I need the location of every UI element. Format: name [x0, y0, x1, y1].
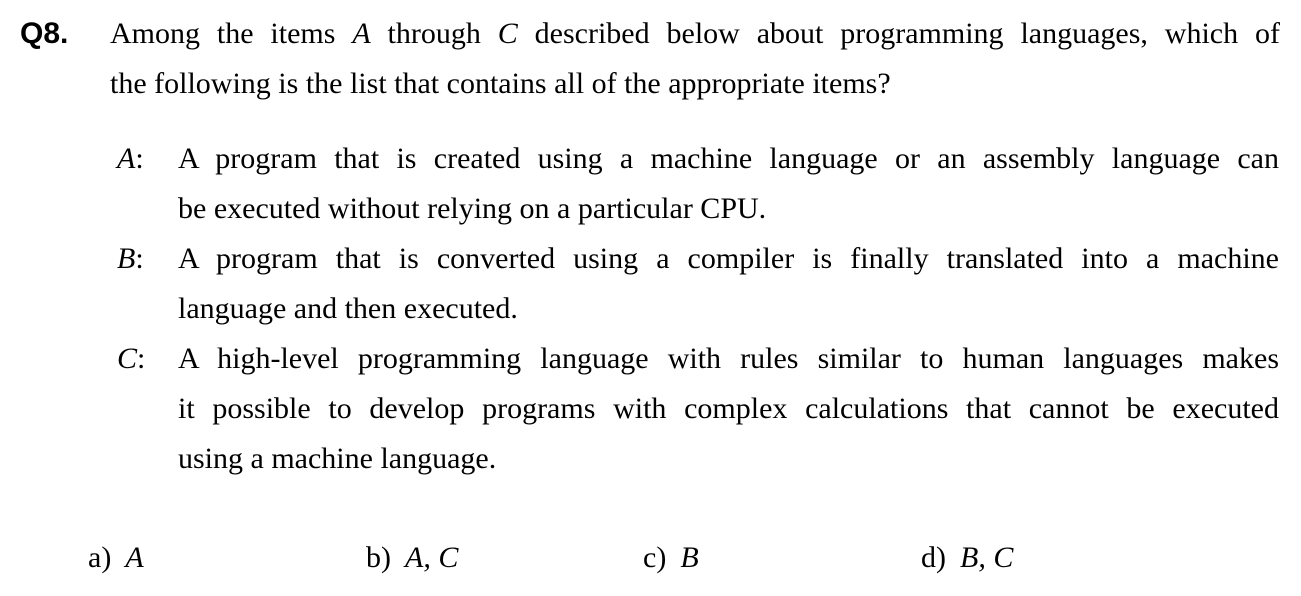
question-text-part: through: [370, 17, 498, 50]
item-label: A:: [117, 142, 144, 175]
item-text-line: A program that is converted using a compiler is finally translated into a machine: [178, 242, 1279, 275]
option-value: A: [125, 541, 144, 574]
item-text-line: language and then executed.: [178, 292, 518, 325]
option-letter: d): [921, 541, 946, 574]
question-item-ref-a: A: [352, 17, 371, 50]
option-letter: b): [366, 541, 391, 574]
question-text-part: Among the items: [110, 17, 353, 50]
item-text-line: using a machine language.: [178, 442, 497, 475]
question-number: Q8.: [20, 17, 69, 50]
option-value: A, C: [405, 541, 459, 574]
item-label: B:: [117, 242, 144, 275]
question-text-line-2: the following is the list that contains all of the appropriate items?: [110, 67, 891, 100]
option-b[interactable]: [366, 538, 458, 578]
option-value: B: [680, 541, 699, 574]
item-text-line: be executed without relying on a particular CPU.: [178, 192, 767, 225]
item-text-line: A high-level programming language with rules similar to human languages makes: [178, 342, 1279, 375]
option-letter: a): [88, 541, 112, 574]
option-value: B, C: [960, 541, 1014, 574]
item-label: C:: [117, 342, 146, 375]
option-d[interactable]: [921, 538, 1013, 578]
question-text-line-1: [110, 14, 1280, 54]
option-c[interactable]: [643, 538, 699, 578]
question-item-ref-c: C: [497, 17, 518, 50]
question-text-part: described below about programming languages, which of: [517, 17, 1280, 50]
option-letter: c): [643, 541, 667, 574]
option-a[interactable]: [88, 538, 144, 578]
item-text-line: it possible to develop programs with complex calculations that cannot be executed: [178, 392, 1279, 425]
item-text-line: A program that is created using a machine language or an assembly language can: [178, 142, 1279, 175]
